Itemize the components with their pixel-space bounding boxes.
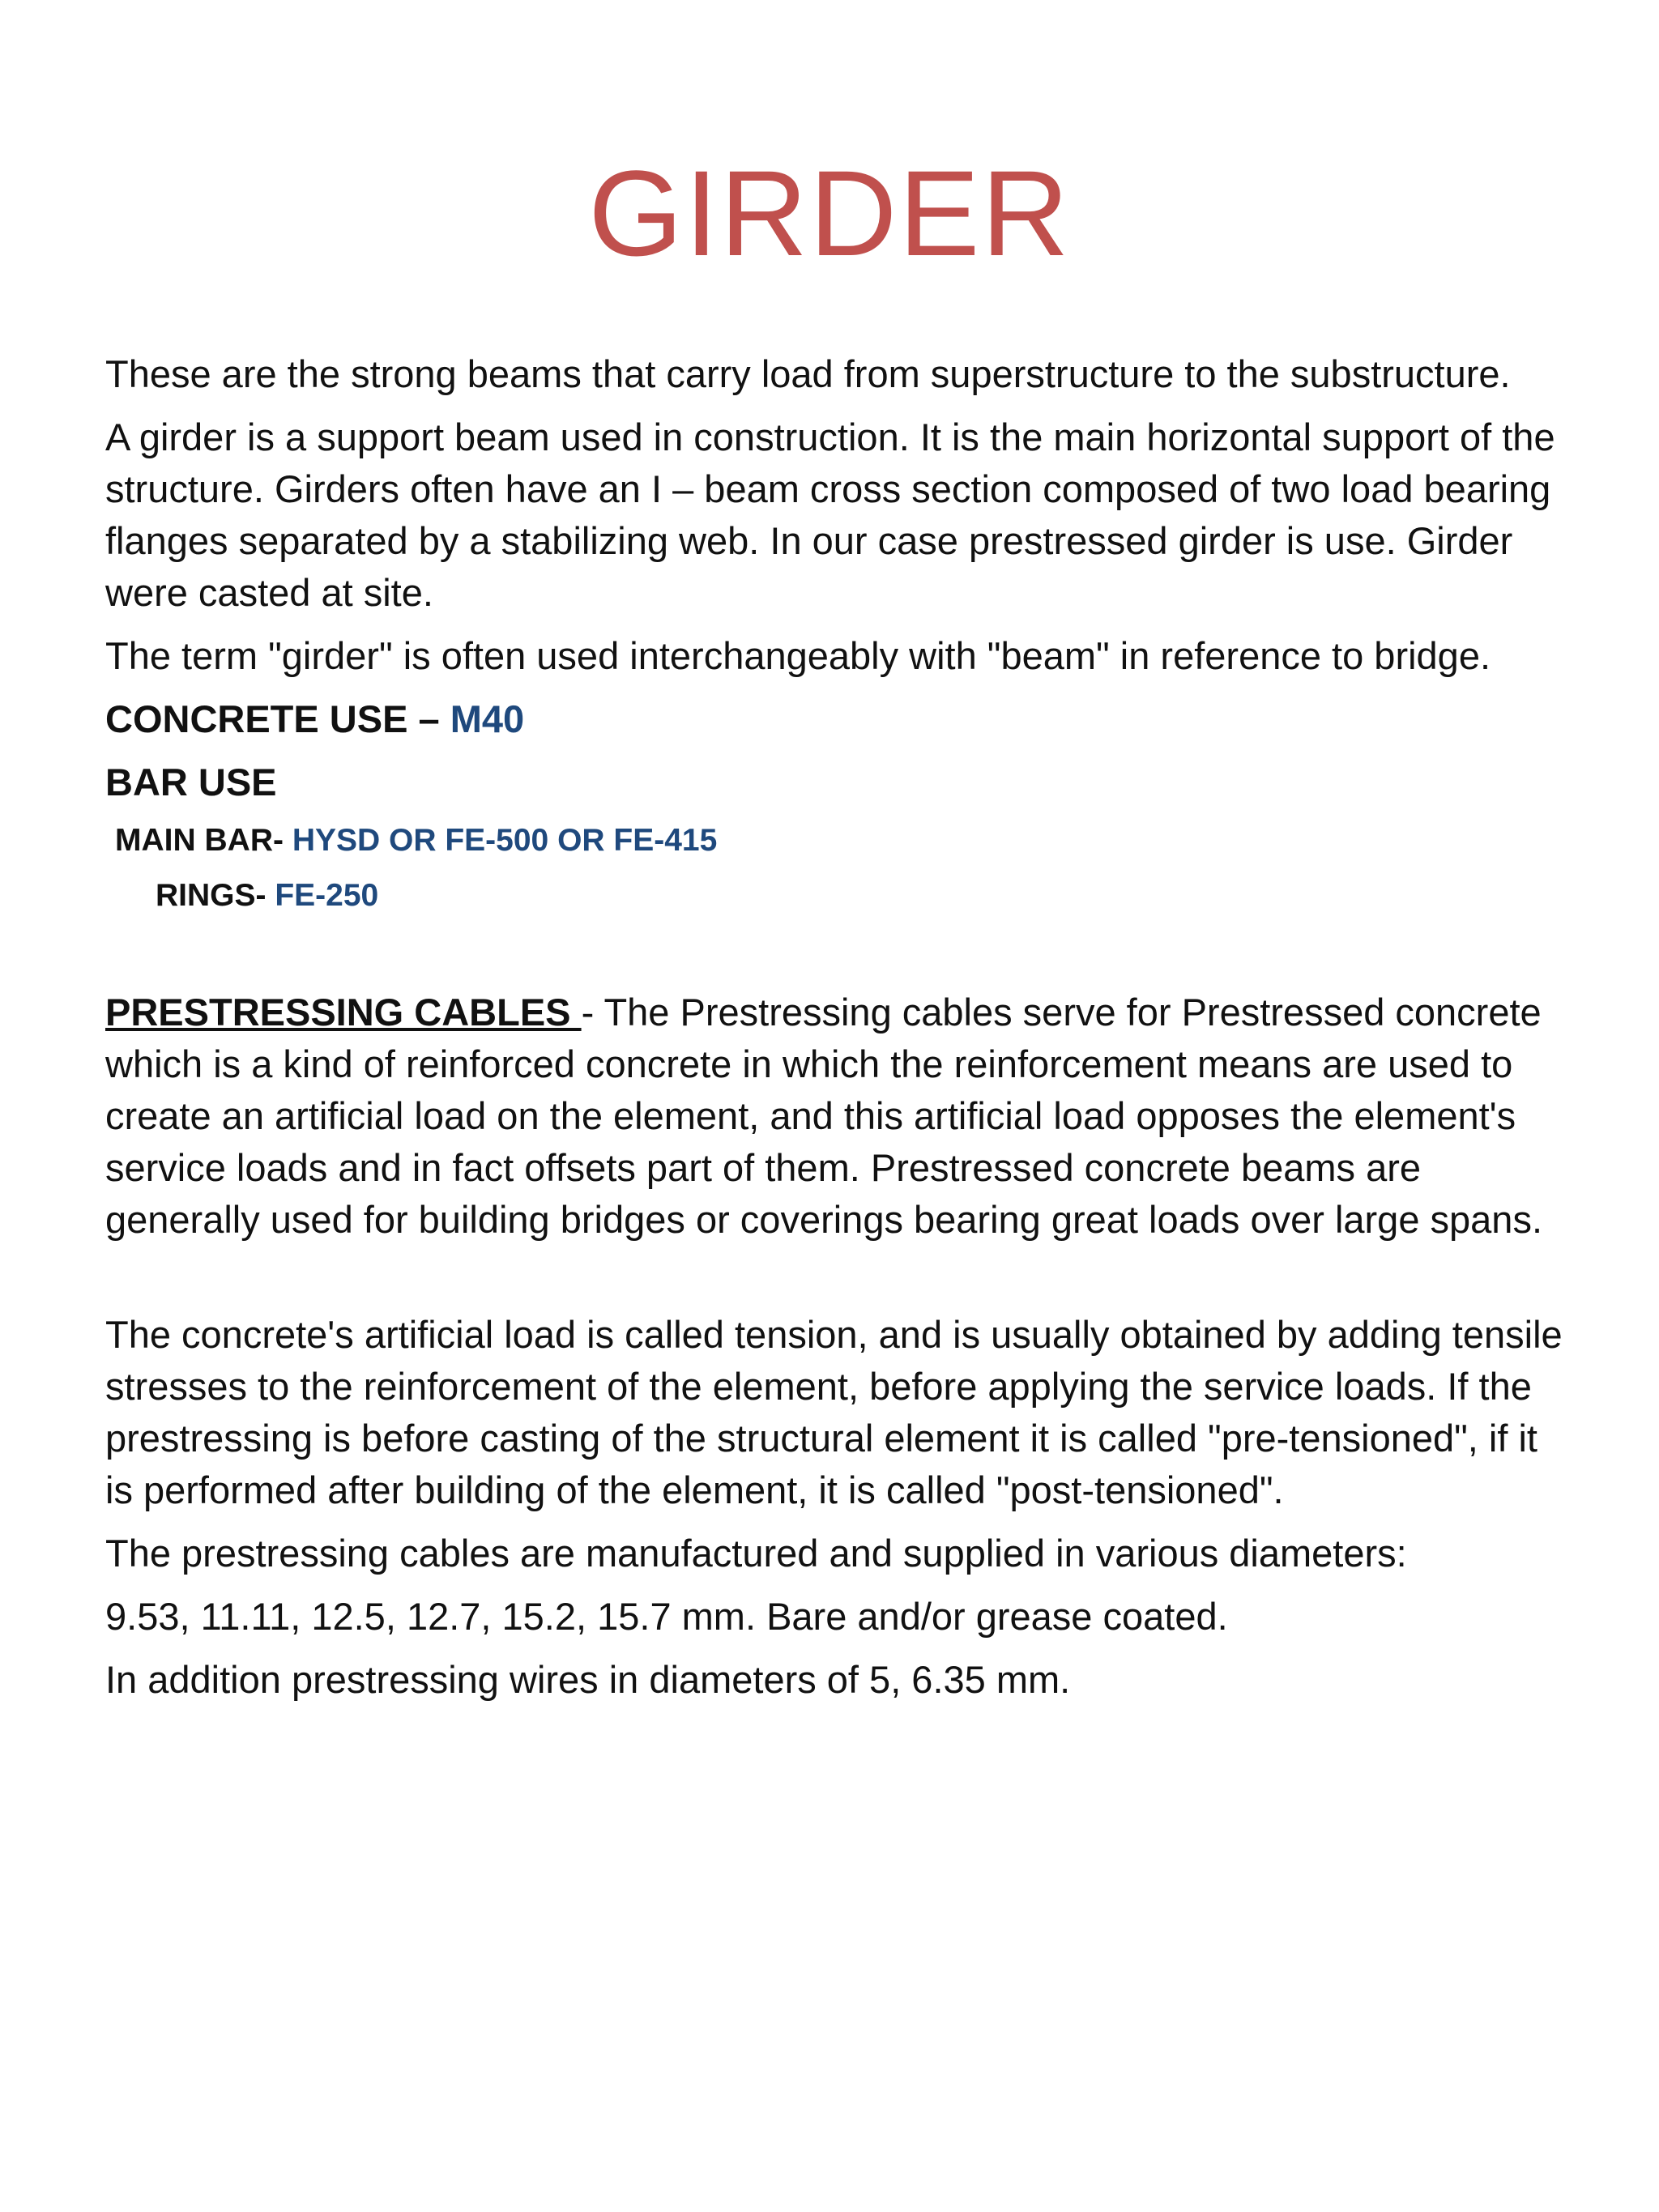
concrete-use-line xyxy=(105,693,1563,745)
document-body xyxy=(105,348,1563,1717)
rings-value: FE-250 xyxy=(275,878,379,913)
definition-paragraph: A girder is a support beam used in construction. It is the main horizontal support of the structure. Girders often have an I – beam cross section composed of two load bearing flanges separated by a stabilizing web. In our case prestressed girder is use. Girder were casted at site. xyxy=(105,416,1555,614)
bar-use-heading: BAR USE xyxy=(105,761,277,803)
diameters-intro: The prestressing cables are manufactured and supplied in various diameters: xyxy=(105,1532,1407,1575)
page-title: GIRDER xyxy=(588,145,1071,281)
rings-label: RINGS- xyxy=(156,878,275,913)
prestressing-intro: - The Prestressing cables serve for Prestressed concrete which is a kind of reinforced concrete in which the reinforcement means are used to create an artificial load on the element, and this artificial load opposes the element's service loads and in fact offsets part of them. Prestressed concrete beams are generally used for building bridges or coverings bearing great loads over large spans. xyxy=(105,991,1542,1241)
rings-line xyxy=(105,875,1563,917)
intro-paragraph: These are the strong beams that carry load from superstructure to the substructure. xyxy=(105,352,1511,395)
tension-paragraph: The concrete's artificial load is called tension, and is usually obtained by adding tensile stresses to the reinforcement of the element, before applying the service loads. If the prestressing is before casting of the structural element it is called "pre-tensioned", if it is performed after building of the element, it is called "post-tensioned". xyxy=(105,1313,1563,1511)
prestressing-paragraph xyxy=(105,987,1563,1246)
main-bar-value: HYSD OR FE-500 OR FE-415 xyxy=(292,823,718,858)
prestressing-heading: PRESTRESSING CABLES xyxy=(105,991,582,1034)
wires-paragraph: In addition prestressing wires in diameters of 5, 6.35 mm. xyxy=(105,1658,1071,1701)
concrete-use-label: CONCRETE USE – xyxy=(105,697,450,740)
paragraph-spacer xyxy=(105,1257,1563,1309)
term-paragraph: The term "girder" is often used interchangeably with "beam" in reference to bridge. xyxy=(105,634,1491,677)
concrete-use-value: M40 xyxy=(450,697,525,740)
main-bar-label: MAIN BAR- xyxy=(115,823,292,858)
section-spacer xyxy=(105,930,1563,987)
main-bar-line xyxy=(105,820,1563,862)
diameters-list: 9.53, 11.11, 12.5, 12.7, 15.2, 15.7 mm. Bare and/or grease coated. xyxy=(105,1595,1228,1638)
